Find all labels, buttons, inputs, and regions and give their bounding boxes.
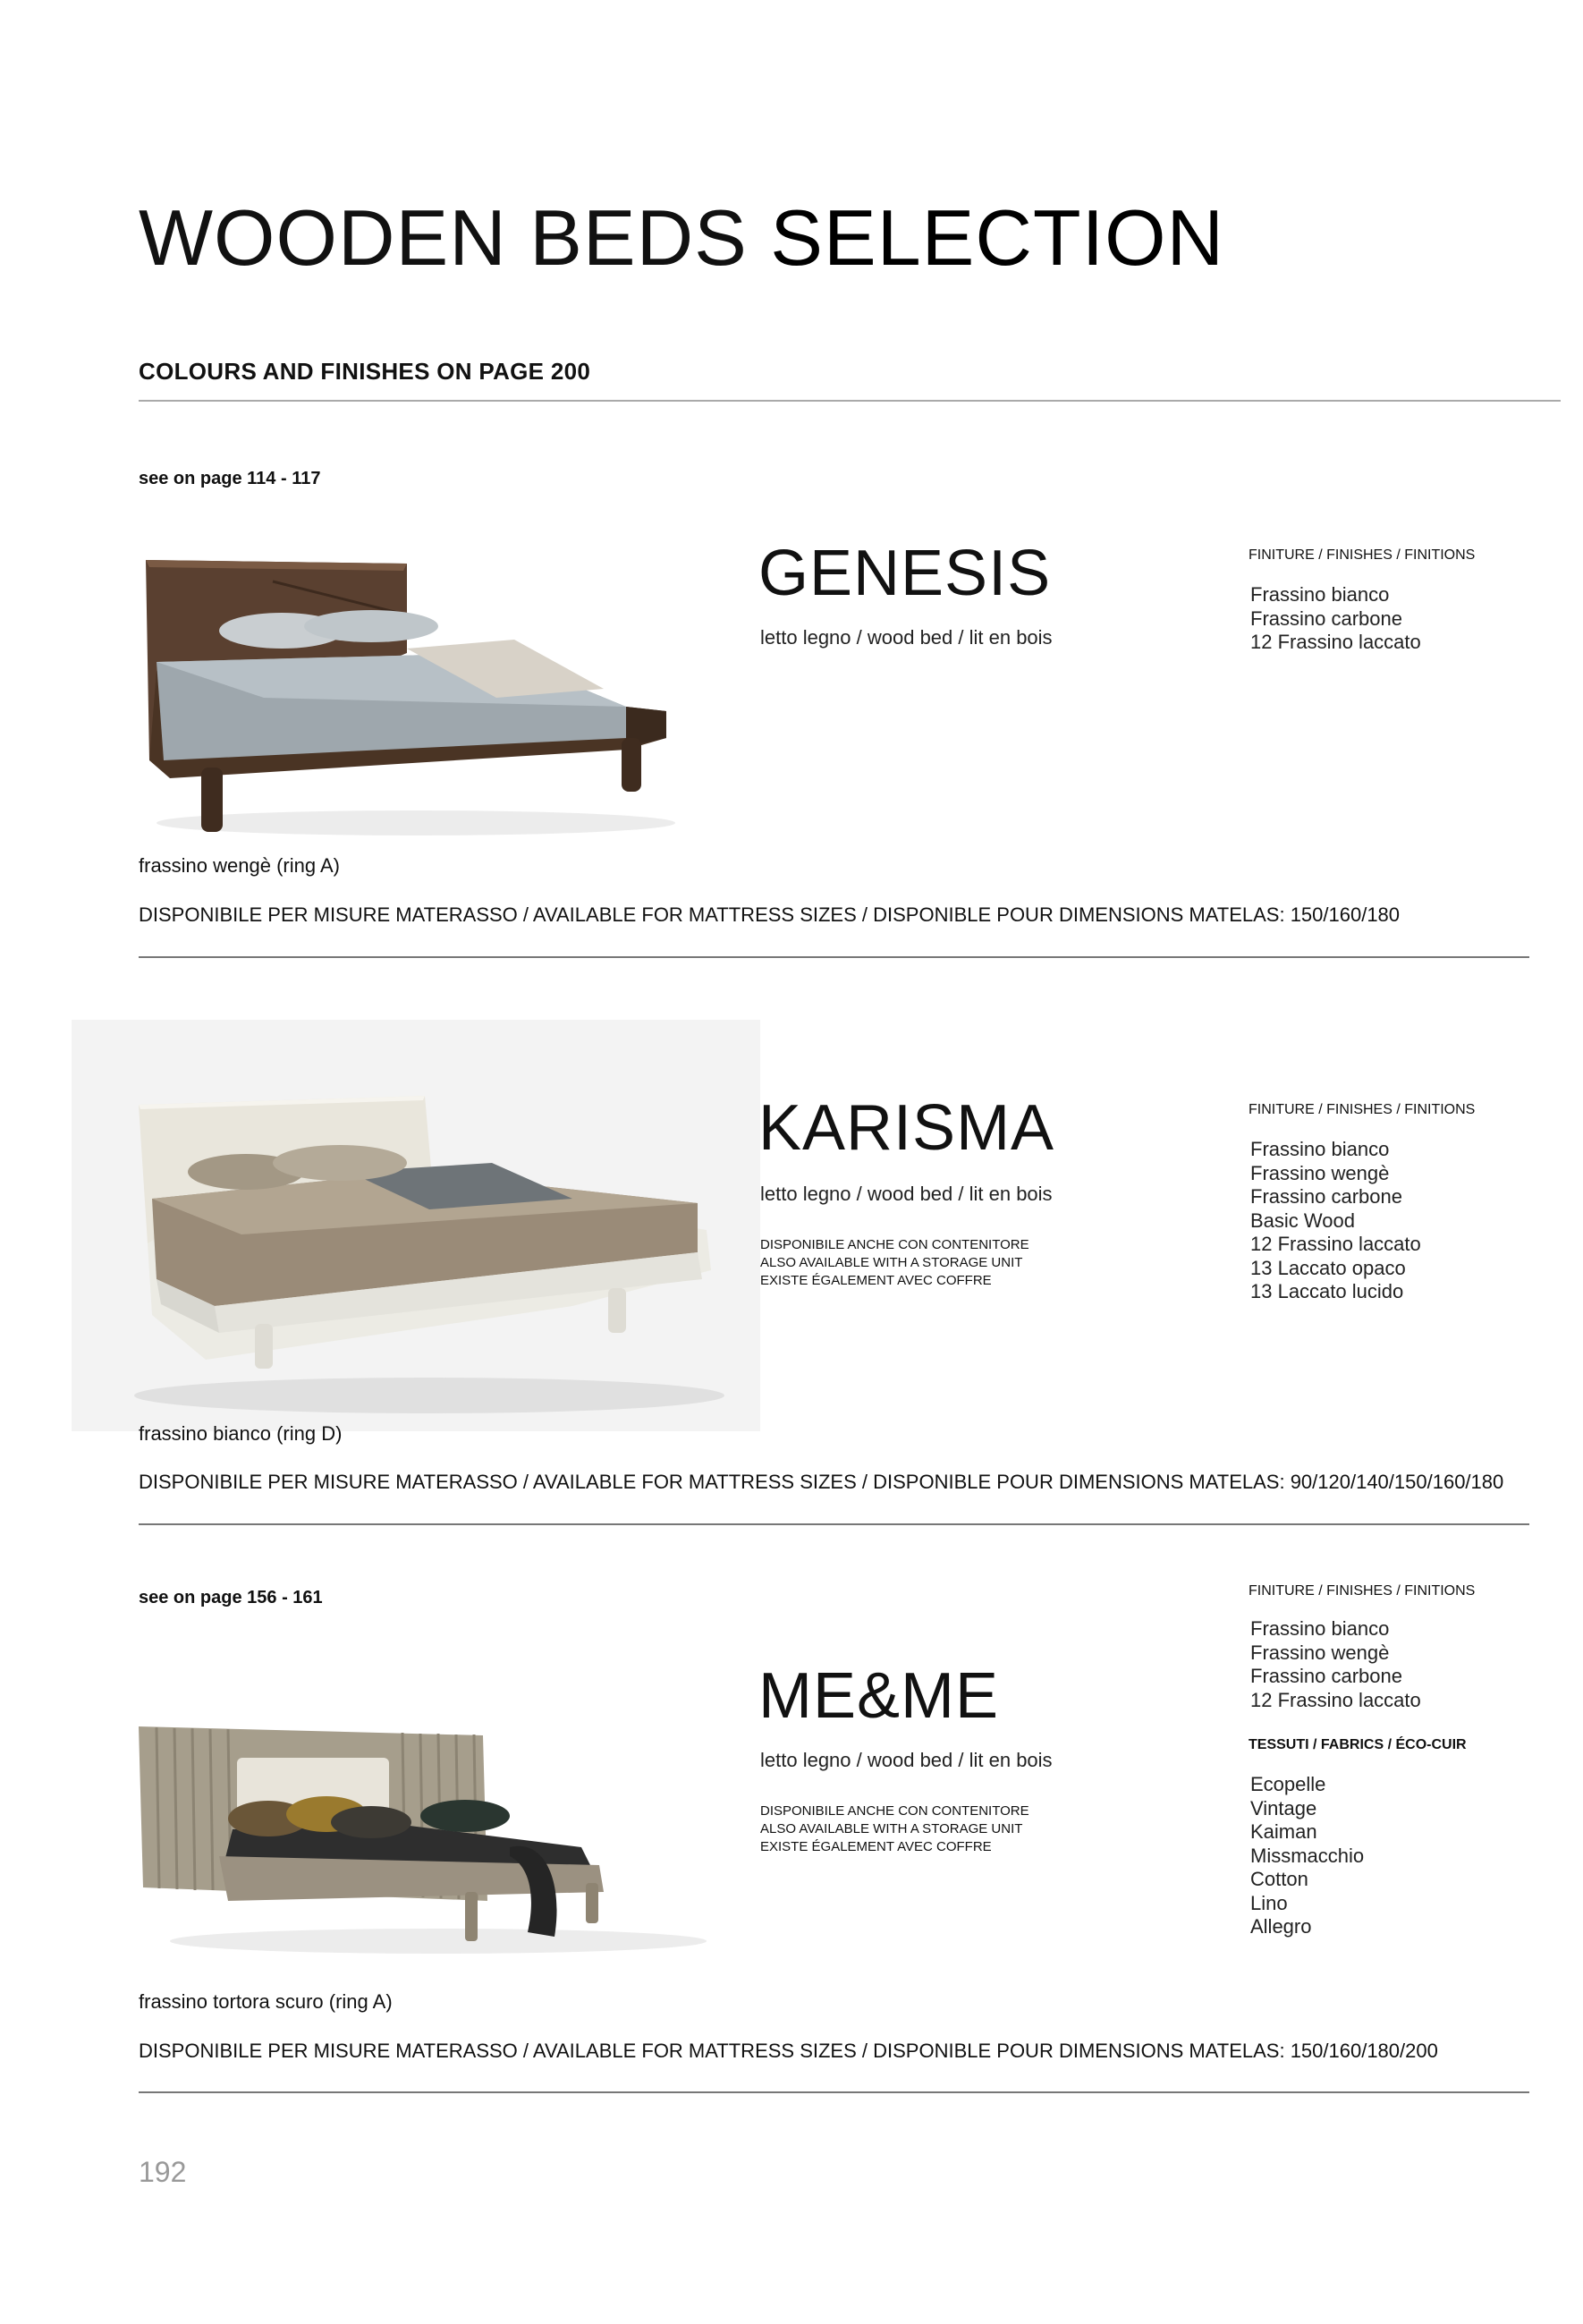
finish-item: Frassino carbone [1250, 1665, 1402, 1687]
image-caption-karisma: frassino bianco (ring D) [139, 1422, 343, 1445]
finishes-heading-meme: FINITURE / FINISHES / FINITIONS [1249, 1583, 1476, 1599]
product-desc-karisma: letto legno / wood bed / lit en bois [760, 1183, 1053, 1205]
finish-item: Frassino wengè [1250, 1161, 1390, 1184]
fabric-item: Ecopelle [1250, 1773, 1326, 1795]
see-on-page-meme: see on page 156 - 161 [139, 1588, 323, 1607]
image-caption-meme: frassino tortora scuro (ring A) [139, 1990, 393, 2013]
storage-note-line: ALSO AVAILABLE WITH A STORAGE UNIT [760, 1821, 1023, 1836]
mattress-sizes-karisma: DISPONIBILE PER MISURE MATERASSO / AVAILABLE FOR MATTRESS SIZES / DISPONIBLE POUR DIMENSIONS MATELAS: 90/120/140/150/160/180 [139, 1471, 1504, 1493]
fabric-item: Cotton [1250, 1868, 1308, 1890]
see-on-page-genesis: see on page 114 - 117 [139, 469, 321, 488]
storage-note-line: DISPONIBILE ANCHE CON CONTENITORE [760, 1237, 1029, 1252]
page-title [139, 192, 1224, 284]
page-title-light: WOODEN BEDS [139, 193, 748, 282]
fabric-item: Lino [1250, 1891, 1288, 1914]
storage-note-line: EXISTE ÉGALEMENT AVEC COFFRE [760, 1839, 992, 1854]
finishes-heading-genesis: FINITURE / FINISHES / FINITIONS [1249, 547, 1476, 563]
storage-note-line: ALSO AVAILABLE WITH A STORAGE UNIT [760, 1255, 1023, 1270]
page-title-bold: SELECTION [770, 193, 1225, 282]
fabric-item: Allegro [1250, 1915, 1312, 1938]
product-name-genesis: GENESIS [758, 538, 1052, 609]
bed-karisma-image [72, 1020, 760, 1431]
finish-item: Frassino carbone [1250, 606, 1402, 630]
colours-finishes-note: COLOURS AND FINISHES ON PAGE 200 [139, 358, 591, 385]
finish-item: Frassino carbone [1250, 1185, 1402, 1208]
section-divider [139, 2091, 1529, 2093]
product-desc-meme: letto legno / wood bed / lit en bois [760, 1749, 1053, 1771]
fabrics-heading-meme: TESSUTI / FABRICS / ÉCO-CUIR [1249, 1737, 1467, 1752]
header-divider [139, 400, 1561, 402]
finish-item: 12 Frassino laccato [1250, 1688, 1421, 1711]
product-name-karisma: KARISMA [758, 1092, 1055, 1164]
mattress-sizes-genesis: DISPONIBILE PER MISURE MATERASSO / AVAILABLE FOR MATTRESS SIZES / DISPONIBLE POUR DIMENSIONS MATELAS: 150/160/180 [139, 903, 1401, 926]
finish-item: 12 Frassino laccato [1250, 1233, 1421, 1255]
fabrics-list-meme [1250, 1773, 1364, 1939]
mattress-sizes-meme: DISPONIBILE PER MISURE MATERASSO / AVAILABLE FOR MATTRESS SIZES / DISPONIBLE POUR DIMENSIONS MATELAS: 150/160/180/200 [139, 2040, 1438, 2062]
bed-genesis-image [139, 555, 675, 841]
page-number: 192 [139, 2156, 187, 2188]
storage-note-line: EXISTE ÉGALEMENT AVEC COFFRE [760, 1273, 992, 1288]
storage-note-line: DISPONIBILE ANCHE CON CONTENITORE [760, 1803, 1029, 1819]
finish-item: 13 Laccato opaco [1250, 1256, 1406, 1279]
product-desc-genesis: letto legno / wood bed / lit en bois [760, 626, 1053, 649]
finish-item: 13 Laccato lucido [1250, 1280, 1404, 1302]
fabric-item: Vintage [1250, 1796, 1317, 1819]
section-divider [139, 956, 1529, 958]
finish-item: 12 Frassino laccato [1250, 631, 1421, 653]
finish-item: Frassino bianco [1250, 583, 1390, 606]
storage-note-meme [760, 1802, 1029, 1856]
finish-item: Frassino bianco [1250, 1138, 1390, 1160]
finishes-heading-karisma: FINITURE / FINISHES / FINITIONS [1249, 1102, 1476, 1117]
finishes-list-genesis [1250, 583, 1421, 655]
fabric-item: Missmacchio [1250, 1844, 1365, 1867]
section-divider [139, 1523, 1529, 1525]
bed-meme-image [134, 1722, 707, 1964]
finish-item: Frassino bianco [1250, 1617, 1390, 1640]
finishes-list-karisma [1250, 1138, 1421, 1304]
finish-item: Basic Wood [1250, 1209, 1355, 1232]
storage-note-karisma [760, 1236, 1029, 1290]
product-name-meme: ME&ME [758, 1660, 1000, 1732]
fabric-item: Kaiman [1250, 1820, 1317, 1843]
finishes-list-meme [1250, 1617, 1421, 1712]
image-caption-genesis: frassino wengè (ring A) [139, 854, 340, 877]
finish-item: Frassino wengè [1250, 1641, 1390, 1664]
